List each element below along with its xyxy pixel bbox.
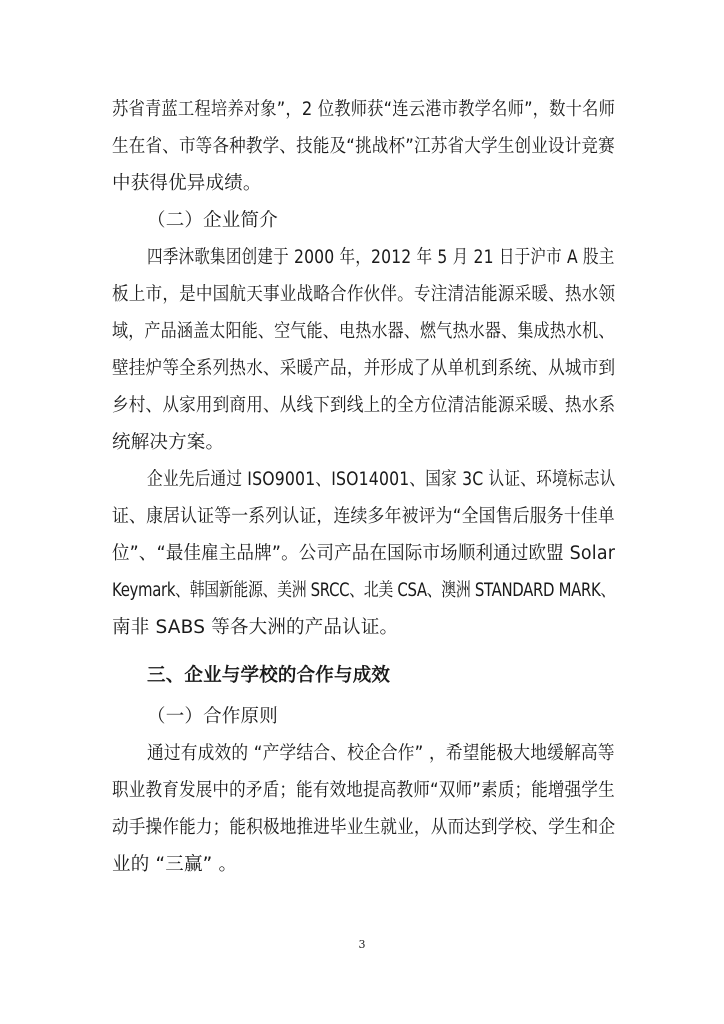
- paragraph-line: 域，产品涵盖太阳能、空气能、电热水器、燃气热水器、集成热水机、: [112, 321, 615, 342]
- paragraph-line: 生在省、市等各种教学、技能及“挑战杯”江苏省大学生创业设计竞赛: [112, 136, 615, 157]
- paragraph-line: 位”、“最佳雇主品牌”。公司产品在国际市场顺利通过欧盟 Solar: [112, 543, 616, 564]
- paragraph-line: 壁挂炉等全系列热水、采暖产品，并形成了从单机到系统、从城市到: [112, 358, 616, 379]
- paragraph-line: 四季沐歌集团创建于 2000 年，2012 年 5 月 21 日于沪市 A 股主: [147, 247, 615, 268]
- paragraph-line: 板上市，是中国航天事业战略合作伙伴。专注清洁能源采暖、热水领: [112, 284, 616, 305]
- section-heading: 三、企业与学校的合作与成效: [147, 665, 391, 686]
- section-subheading: （一）合作原则: [147, 706, 278, 727]
- paragraph-line: 中获得优异成绩。: [112, 173, 262, 194]
- paragraph-line: 乡村、从家用到商用、从线下到线上的全方位清洁能源采暖、热水系: [112, 395, 616, 416]
- paragraph-line: 职业教育发展中的矛盾；能有效地提高教师“双师”素质；能增强学生: [112, 780, 615, 801]
- paragraph-line: 证、康居认证等一系列认证，连续多年被评为“全国售后服务十佳单: [112, 506, 615, 527]
- page-number: 3: [358, 938, 366, 951]
- paragraph-line: 统解决方案。: [112, 432, 225, 453]
- paragraph-line: 业的 “三赢” 。: [112, 854, 238, 875]
- paragraph-line: 苏省青蓝工程培养对象”，2 位教师获“连云港市教学名师”，数十名师: [112, 99, 616, 120]
- paragraph-line: 企业先后通过 ISO9001、ISO14001、国家 3C 认证、环境标志认: [147, 469, 616, 490]
- paragraph-line: 通过有成效的 “产学结合、校企合作” ，希望能极大地缓解高等: [147, 743, 615, 764]
- paragraph-line: 南非 SABS 等各大洲的产品认证。: [112, 617, 399, 638]
- paragraph-line: 动手操作能力；能积极地推进毕业生就业，从而达到学校、学生和企: [112, 817, 616, 838]
- section-subheading: （二）企业简介: [147, 210, 278, 231]
- paragraph-line: Keymark、韩国新能源、美洲 SRCC、北美 CSA、澳洲 STANDARD MARK、: [112, 580, 616, 601]
